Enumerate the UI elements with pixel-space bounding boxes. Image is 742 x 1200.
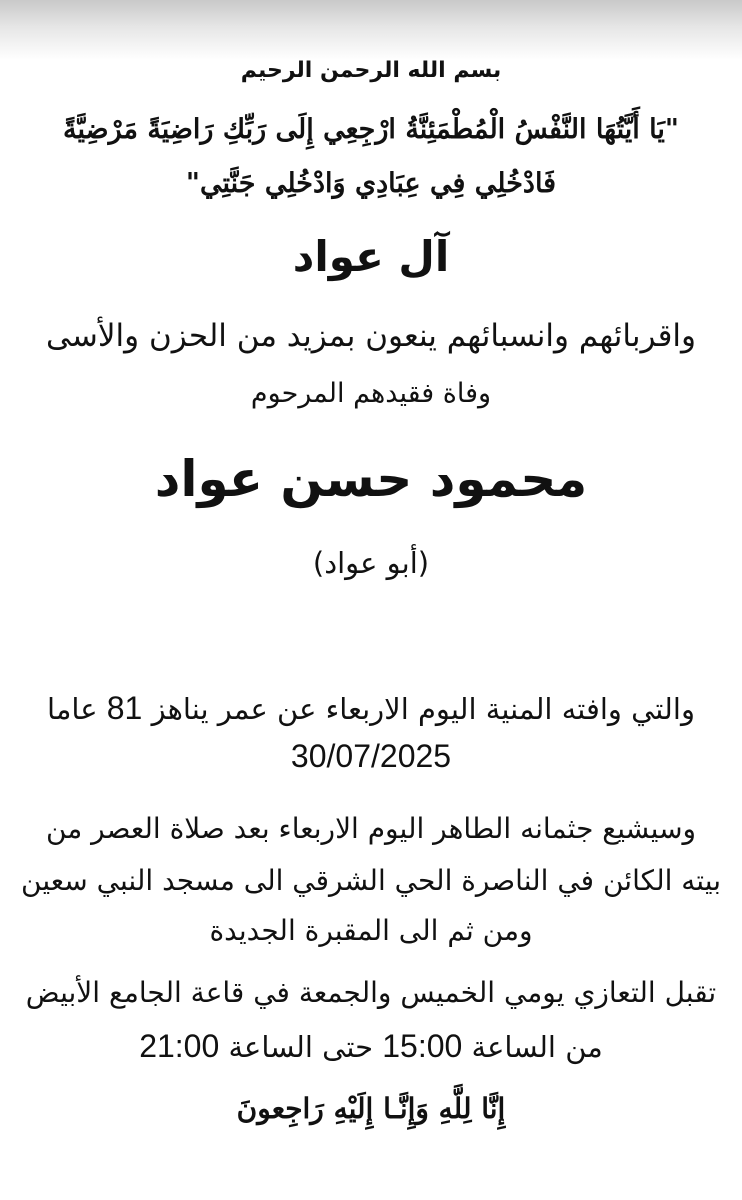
funeral-line-2: بيته الكائن في الناصرة الحي الشرقي الى مسجد النبي سعين (21, 864, 721, 897)
age-value: 81 (106, 690, 143, 726)
condolence-time-start: 15:00 (382, 1028, 463, 1064)
condolence-time-prefix: من الساعة (471, 1030, 603, 1064)
death-text-before: والتي وافته المنية اليوم الاربعاء عن عمر يناهز (151, 692, 695, 726)
condolence-line-1: تقبل التعازي يومي الخميس والجمعة في قاعة الجامع الأبيض (25, 976, 717, 1009)
deceased-kunya: (أبو عواد) (312, 546, 430, 580)
family-name: آل عواد (292, 232, 450, 281)
condolence-hours (0, 1028, 742, 1065)
funeral-line-1: وسيشيع جثمانه الطاهر اليوم الاربعاء بعد صلاة العصر من (45, 812, 697, 845)
quran-verse-line-2: فَادْخُلِي فِي عِبَادِي وَادْخُلِي جَنَّتِي" (185, 168, 557, 199)
closing-verse: إِنَّا لِلَّهِ وَإِنَّـا إِلَيْهِ رَاجِعونَ (236, 1092, 506, 1125)
death-date: 30/07/2025 (290, 738, 452, 774)
deceased-name: محمود حسن عواد (154, 450, 588, 508)
death-announcement (0, 690, 742, 727)
mourning-line-2: وفاة فقيدهم المرحوم (250, 378, 492, 409)
condolence-time-end: 21:00 (139, 1028, 220, 1064)
death-text-after: عاما (47, 692, 98, 726)
funeral-line-3: ومن ثم الى المقبرة الجديدة (209, 914, 533, 947)
quran-verse-line-1: "يَا أَيَّتُهَا النَّفْسُ الْمُطْمَئِنَّةُ ارْجِعِي إِلَى رَبِّكِ رَاضِيَةً مَرْضِيَّةً (63, 114, 679, 145)
mourning-line-1: واقربائهم وانسبائهم ينعون بمزيد من الحزن والأسى (46, 318, 696, 354)
condolence-time-middle: حتى الساعة (228, 1030, 374, 1064)
basmala: بسم الله الرحمن الرحيم (240, 58, 502, 83)
